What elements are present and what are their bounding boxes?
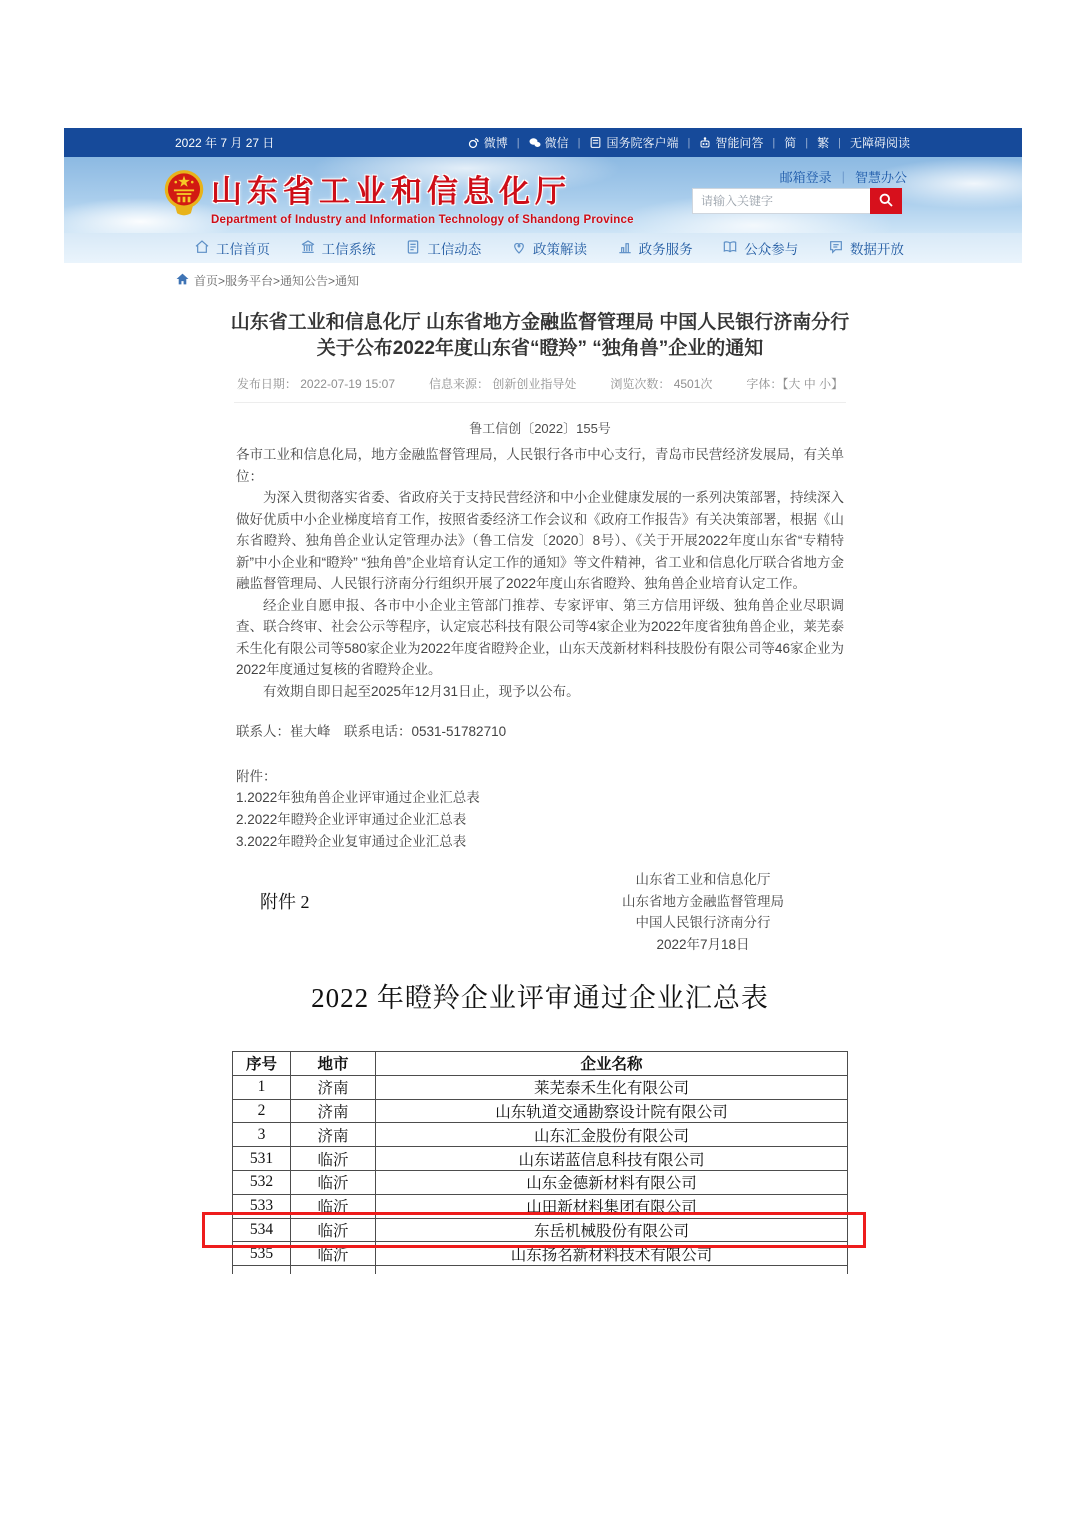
table-cell: 532 <box>233 1170 291 1194</box>
font-size-control: 字体：【大 中 小】 <box>746 377 844 391</box>
home-icon <box>194 239 210 258</box>
column-header: 企业名称 <box>376 1052 848 1076</box>
view-count: 浏览次数： 4501次 <box>610 377 713 391</box>
mail-login-link[interactable]: 邮箱登录 <box>779 170 832 185</box>
separator: | <box>577 136 581 149</box>
table-cell: 临沂 <box>291 1170 376 1194</box>
table-cell: 山东轨道交通勘察设计院有限公司 <box>376 1099 848 1123</box>
nav-item-news[interactable]: 工信动态 <box>405 238 481 258</box>
attachment-link-2[interactable]: 2.2022年瞪羚企业评审通过企业汇总表 <box>236 812 467 827</box>
table-cell: 临沂 <box>291 1242 376 1266</box>
table-cell: 莱芜泰禾生化有限公司 <box>376 1075 848 1099</box>
article-meta <box>210 375 870 392</box>
table-cell: 山田新材料集团有限公司 <box>376 1194 848 1218</box>
open-book-icon <box>722 239 738 258</box>
nav-item-participation[interactable]: 公众参与 <box>722 238 798 258</box>
brand <box>211 166 634 226</box>
attachment-2-label: 附件 2 <box>260 892 310 912</box>
breadcrumb[interactable] <box>176 272 359 289</box>
separator: | <box>687 136 691 149</box>
document-icon <box>405 239 421 258</box>
search-button[interactable] <box>870 188 902 214</box>
table-row <box>233 1194 848 1218</box>
paragraph: 各市工业和信息化局，地方金融监督管理局，人民银行各市中心支行，青岛市民营经济发展局，有关单位： <box>236 447 844 484</box>
search-icon <box>878 192 894 211</box>
column-header: 序号 <box>233 1052 291 1076</box>
site-subtitle: Department of Industry and Information Technology of Shandong Province <box>211 214 634 226</box>
pin-heart-icon <box>511 239 527 258</box>
table-cell: 济南 <box>291 1099 376 1123</box>
speech-bubble-icon <box>828 239 844 258</box>
table-row <box>233 1218 848 1242</box>
nav-item-services[interactable]: 政务服务 <box>617 238 693 258</box>
attachment-link-1[interactable]: 1.2022年独角兽企业评审通过企业汇总表 <box>236 790 480 805</box>
gov-client-link[interactable]: 国务院客户端 <box>589 134 678 151</box>
robot-icon <box>699 137 711 149</box>
table-cell: 山东扬名新材料技术有限公司 <box>376 1242 848 1266</box>
national-emblem-logo <box>162 168 206 225</box>
bank-icon <box>300 239 316 258</box>
topbar-links <box>468 134 910 151</box>
table-row <box>233 1170 848 1194</box>
table-row <box>233 1147 848 1171</box>
table-row <box>233 1242 848 1266</box>
divider <box>234 402 846 403</box>
publish-date: 发布日期： 2022-07-19 15:07 <box>236 377 396 391</box>
search-bar <box>692 188 902 214</box>
table-cell: 山东汇金股份有限公司 <box>376 1123 848 1147</box>
table-cell: 临沂 <box>291 1194 376 1218</box>
separator: | <box>805 136 809 149</box>
document-number: 鲁工信创〔2022〕155号 <box>469 421 611 436</box>
table-cell: 535 <box>233 1242 291 1266</box>
simplified-chinese-link[interactable]: 简 <box>784 136 797 150</box>
paragraph: 有效期自即日起至2025年12月31日止，现予以公布。 <box>263 683 580 699</box>
separator: | <box>772 136 776 149</box>
table-row <box>233 1123 848 1147</box>
table-cell: 济南 <box>291 1075 376 1099</box>
nav-item-open-data[interactable]: 数据开放 <box>828 238 904 258</box>
attachments-list <box>236 787 844 853</box>
table-cell: 3 <box>233 1123 291 1147</box>
table-crop-stub <box>290 1266 291 1274</box>
breadcrumb-home-icon <box>176 273 189 288</box>
attachment-link-3[interactable]: 3.2022年瞪羚企业复审通过企业汇总表 <box>236 834 467 849</box>
table-cell: 1 <box>233 1075 291 1099</box>
table-crop-stub <box>847 1266 848 1274</box>
nav-item-policy[interactable]: 政策解读 <box>511 238 587 258</box>
table-cell: 山东金德新材料有限公司 <box>376 1170 848 1194</box>
table-crop-stub <box>232 1266 233 1274</box>
table-crop-stub <box>375 1266 376 1274</box>
weibo-link[interactable]: 微博 <box>468 134 508 151</box>
column-header: 地市 <box>291 1052 376 1076</box>
table-row <box>233 1099 848 1123</box>
contact-info: 联系人：崔大峰 联系电话：0531-51782710 <box>236 724 507 739</box>
banner <box>64 157 1022 233</box>
table-cell: 山东诺蓝信息科技有限公司 <box>376 1147 848 1171</box>
separator: | <box>516 136 520 149</box>
main-nav <box>64 233 1022 263</box>
site-title: 山东省工业和信息化厅 <box>211 174 571 209</box>
signature-line: 中国人民银行济南分行 <box>635 915 771 930</box>
table-cell: 2 <box>233 1099 291 1123</box>
smart-office-link[interactable]: 智慧办公 <box>854 170 907 185</box>
table-cell: 临沂 <box>291 1218 376 1242</box>
font-size-options[interactable]: 【大 中 小】 <box>782 377 844 391</box>
separator: | <box>841 169 845 184</box>
page-title: 山东省工业和信息化厅 山东省地方金融监督管理局 中国人民银行济南分行 关于公布2022年度山东省“瞪羚” “独角兽”企业的通知 <box>230 312 850 359</box>
search-input[interactable] <box>692 188 870 214</box>
table-row <box>233 1075 848 1099</box>
site-header <box>64 128 1022 263</box>
attachment-2-section <box>232 888 848 1266</box>
breadcrumb-path: 首页>服务平台>通知公告>通知 <box>194 274 360 288</box>
signature-line: 山东省地方金融监督管理局 <box>622 893 784 909</box>
attachments-label: 附件： <box>236 768 277 784</box>
topbar <box>64 128 1022 157</box>
paragraph: 为深入贯彻落实省委、省政府关于支持民营经济和中小企业健康发展的一系列决策部署，持续深入做好优质中小企业梯度培育工作，按照省委经济工作会议和《政府工作报告》有关决策部署，根据《山东省瞪羚、独角兽企业认定管理办法》（鲁工信发〔2020〕8号）、《关于开展2022年度山东省“专精特新”中小企业和“瞪羚” “独角兽”企业培育认定工作的通知》等文件精神，省工业和信息化厅联合省地方金融监督管理局、人民银行济南分行组织开展了2022年度山东省瞪羚、独角兽企业培育认定工作。 <box>236 490 844 591</box>
nav-item-system[interactable]: 工信系统 <box>300 238 376 258</box>
table-cell: 534 <box>233 1218 291 1242</box>
table-cell: 济南 <box>291 1123 376 1147</box>
wechat-icon <box>529 137 541 149</box>
table-cell: 临沂 <box>291 1147 376 1171</box>
table-cell: 531 <box>233 1147 291 1171</box>
table-title: 2022 年瞪羚企业评审通过企业汇总表 <box>311 983 769 1013</box>
chart-icon <box>617 239 633 258</box>
nav-item-home[interactable]: 工信首页 <box>194 238 270 258</box>
separator: | <box>838 136 841 149</box>
signature-date: 2022年7月18日 <box>656 936 750 952</box>
info-source: 信息来源： 创新创业指导处 <box>429 377 577 391</box>
table-cell: 533 <box>233 1194 291 1218</box>
current-date: 2022 年 7 月 27 日 <box>175 136 275 150</box>
signature-line: 山东省工业和信息化厅 <box>635 872 771 887</box>
wechat-link[interactable]: 微信 <box>529 134 569 151</box>
accessibility-link[interactable]: 无障碍阅读 <box>849 136 910 150</box>
smart-qa-link[interactable]: 智能问答 <box>699 134 763 151</box>
article-body <box>236 444 844 955</box>
traditional-chinese-link[interactable]: 繁 <box>817 136 830 150</box>
quick-links <box>780 167 907 186</box>
gov-client-icon <box>589 136 602 149</box>
roster-table <box>232 1051 848 1266</box>
weibo-icon <box>468 137 480 149</box>
table-cell: 东岳机械股份有限公司 <box>376 1218 848 1242</box>
roster-table-wrap <box>232 1051 848 1266</box>
paragraph: 经企业自愿申报、各市中小企业主管部门推荐、专家评审、第三方信用评级、独角兽企业尽职调查、联合终审、社会公示等程序，认定宸芯科技有限公司等4家企业为2022年度省独角兽企业，莱芜泰禾生化有限公司等580家企业为2022年度省瞪羚企业，山东天茂新材料科技股份有限公司等46家企业为2022年度通过复核的省瞪羚企业。 <box>236 597 844 677</box>
article-header <box>210 310 870 437</box>
table-header-row <box>233 1052 848 1076</box>
